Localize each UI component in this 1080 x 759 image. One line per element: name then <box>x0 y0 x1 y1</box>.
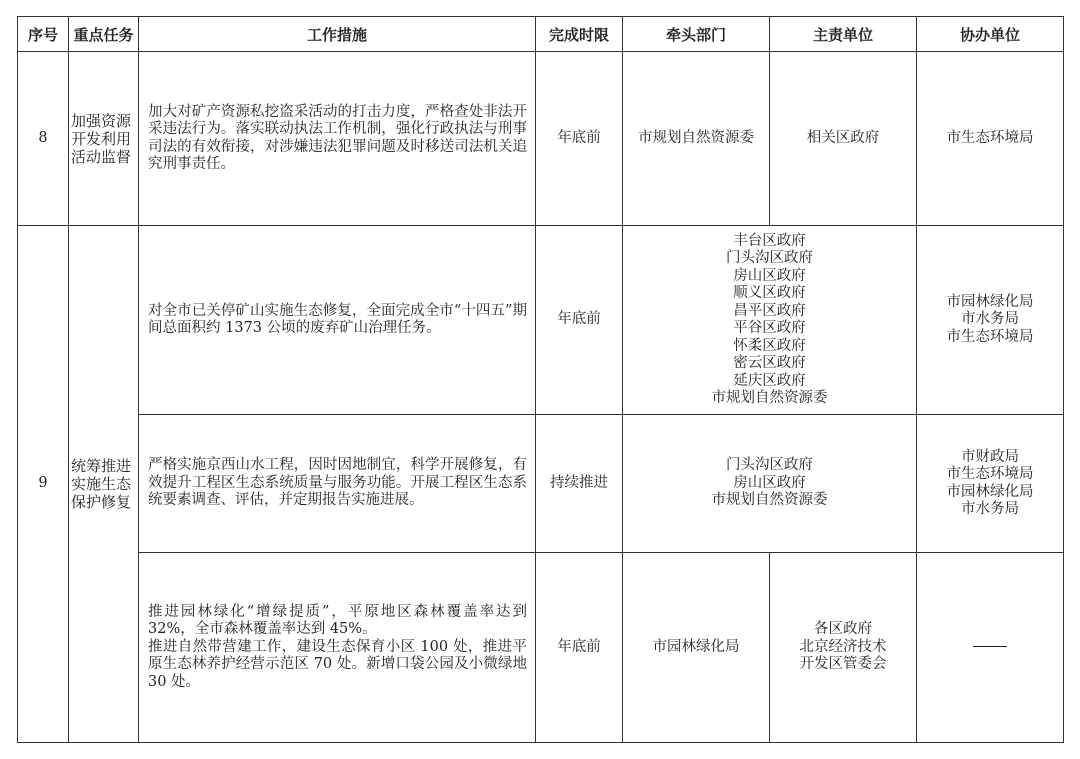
header-no: 序号 <box>18 17 69 52</box>
unit-item: 昌平区政府 <box>733 302 806 319</box>
unit-item: 北京经济技术 <box>799 638 887 655</box>
lead-department: 市规划自然资源委 <box>623 52 770 226</box>
table-row <box>18 226 1064 415</box>
assist-item: 市生态环境局 <box>946 466 1034 482</box>
unit-item: 房山区政府 <box>733 267 806 284</box>
table-row <box>18 52 1064 226</box>
work-measures <box>139 553 536 743</box>
row-number: 9 <box>18 226 69 743</box>
assist-unit <box>917 226 1064 415</box>
work-measures: 严格实施京西山水工程，因时因地制宜，科学开展修复，有效提升工程区生态系统质量与服务功能。开展工程区生态系统要素调查、评估，并定期报告实施进展。 <box>139 415 536 553</box>
unit-item: 门头沟区政府 <box>726 457 813 474</box>
deadline: 年底前 <box>536 52 623 226</box>
assist-item: 市水务局 <box>961 311 1019 328</box>
unit-item: 市规划自然资源委 <box>711 390 828 406</box>
row-number: 8 <box>18 52 69 226</box>
deadline: 持续推进 <box>536 415 623 553</box>
unit-item: 延庆区政府 <box>733 372 806 389</box>
lead-department: 市园林绿化局 <box>623 553 770 743</box>
header-measures: 工作措施 <box>139 17 536 52</box>
work-measures: 对全市已关停矿山实施生态修复，全面完成全市“十四五”期间总面积约 1373 公顷的废弃矿山治理任务。 <box>139 226 536 415</box>
assist-item: 市财政局 <box>961 448 1019 465</box>
header-deadline: 完成时限 <box>536 17 623 52</box>
responsible-units <box>623 415 917 553</box>
unit-item: 市规划自然资源委 <box>711 492 828 509</box>
header-assist: 协办单位 <box>917 17 1064 52</box>
work-measures: 加大对矿产资源私挖盗采活动的打击力度，严格查处非法开采违法行为。落实联动执法工作机制，强化行政执法与刑事司法的有效衔接，对涉嫌违法犯罪问题及时移送司法机关追究刑事责任。 <box>139 52 536 226</box>
deadline: 年底前 <box>536 553 623 743</box>
header-row <box>18 17 1064 52</box>
table-row <box>18 553 1064 743</box>
unit-item: 顺义区政府 <box>733 285 806 301</box>
header-task: 重点任务 <box>69 17 139 52</box>
none-dash <box>973 646 1007 647</box>
unit-item: 密云区政府 <box>733 355 806 371</box>
task-table <box>17 16 1064 743</box>
unit-item: 门头沟区政府 <box>726 250 813 266</box>
unit-item: 各区政府 <box>814 621 872 638</box>
table-row <box>18 415 1064 553</box>
responsible-units <box>623 226 917 415</box>
unit-item: 怀柔区政府 <box>733 337 806 354</box>
assist-unit: 市生态环境局 <box>917 52 1064 226</box>
assist-item: 市园林绿化局 <box>946 483 1034 500</box>
unit-item: 房山区政府 <box>733 474 806 491</box>
deadline: 年底前 <box>536 226 623 415</box>
key-task: 统筹推进实施生态保护修复 <box>69 226 139 743</box>
assist-unit <box>917 415 1064 553</box>
unit-item: 开发区管委会 <box>799 656 887 673</box>
main-unit: 相关区政府 <box>770 52 917 226</box>
measure-line: 推进园林绿化“增绿提质”，平原地区森林覆盖率达到 32%，全市森林覆盖率达到 45%。 <box>148 603 527 638</box>
unit-item: 丰台区政府 <box>733 232 806 249</box>
assist-item: 市水务局 <box>961 501 1019 517</box>
key-task: 加强资源开发利用活动监督 <box>69 52 139 226</box>
header-lead: 牵头部门 <box>623 17 770 52</box>
assist-item: 市园林绿化局 <box>946 293 1034 310</box>
assist-unit <box>917 553 1064 743</box>
measure-line: 推进自然带营建工作，建设生态保育小区 100 处，推进平原生态林养护经营示范区 70 处。新增口袋公园及小微绿地 30 处。 <box>148 638 527 690</box>
assist-item: 市生态环境局 <box>946 328 1034 345</box>
main-unit <box>770 553 917 743</box>
header-main: 主责单位 <box>770 17 917 52</box>
unit-item: 平谷区政府 <box>733 320 806 336</box>
